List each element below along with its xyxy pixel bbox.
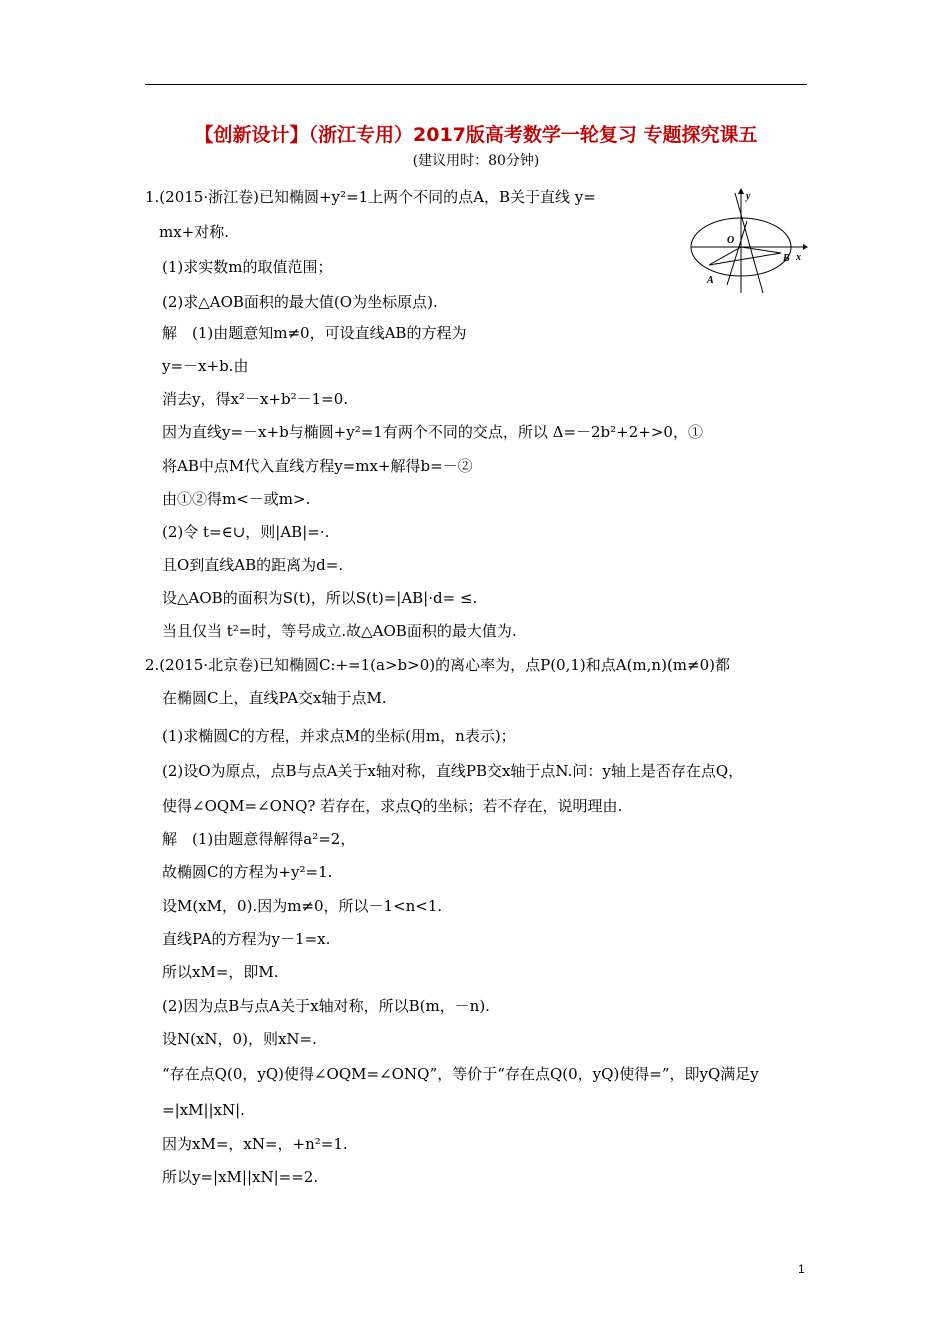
text-line: 设N(xN，0)，则xN=. [162,1030,317,1048]
text-line: “存在点Q(0，yQ)使得∠OQM=∠ONQ”，等价于“存在点Q(0，yQ)使得=”，即yQ满足y [162,1065,759,1083]
text-line: 且O到直线AB的距离为d=. [162,556,344,574]
x-axis-arrow [803,244,808,250]
text-line: 1.(2015·浙江卷)已知椭圆+y²=1上两个不同的点A，B关于直线 y= [145,188,596,206]
segment-ob [741,247,781,253]
text-line: 当且仅当 t²=时，等号成立.故△AOB面积的最大值为. [162,622,517,640]
label-x: x [796,252,801,263]
text-line: y=－x+b.由 [162,357,249,375]
text-line: =|xM||xN|. [162,1101,245,1119]
label-b: B [783,253,790,264]
header-rule [145,84,807,85]
text-line: (1)求椭圆C的方程，并求点M的坐标(用m，n表示)； [162,727,516,745]
label-a: A [707,275,714,286]
document-title: 【创新设计】（浙江专用）2017版高考数学一轮复习 专题探究课五 [194,124,758,146]
suggested-time: (建议用时：80分钟) [412,153,540,169]
text-line: 所以y=|xM||xN|==2. [162,1168,319,1186]
text-line: 直线PA的方程为y－1=x. [162,930,331,948]
text-line: 将AB中点M代入直线方程y=mx+解得b=－② [162,457,473,475]
text-line: 因为xM=，xN=，+n²=1. [162,1135,348,1153]
text-line: 解 (1)由题意得解得a²=2， [162,830,356,848]
label-o: O [727,235,735,246]
text-line: 2.(2015·北京卷)已知椭圆C:+=1(a>b>0)的离心率为，点P(0,1)和点A(m,n)(m≠0)都 [145,656,730,674]
label-y: y [746,191,751,202]
text-line: 设△AOB的面积为S(t)，所以S(t)=|AB|·d= ≤. [162,589,478,607]
text-line: 设M(xM，0).因为m≠0，所以－1<n<1. [162,897,443,915]
page-number: 1 [798,1262,805,1276]
text-line: 故椭圆C的方程为+y²=1. [162,863,333,881]
text-line: 解 (1)由题意知m≠0，可设直线AB的方程为 [162,324,467,342]
text-line: 所以xM=，即M. [162,963,279,981]
text-line: 因为直线y=－x+b与椭圆+y²=1有两个不同的交点，所以 Δ=－2b²+2+>0，① [162,423,703,441]
text-line: 由①②得m<－或m>. [162,490,311,508]
text-line: 消去y，得x²－x+b²－1=0. [162,390,349,408]
text-line: (2)求△AOB面积的最大值(O为坐标原点). [162,293,438,311]
text-line: mx+对称. [159,223,230,241]
text-line: (2)设O为原点，点B与点A关于x轴对称，直线PB交x轴于点N.问：y轴上是否存在点Q， [162,762,744,780]
text-line: 使得∠OQM=∠ONQ? 若存在，求点Q的坐标；若不存在，说明理由. [162,797,623,815]
line-l [735,193,763,293]
text-line: (2)令 t=∈∪，则|AB|=·. [162,523,330,541]
y-axis-arrow [738,188,744,194]
ellipse-figure [683,185,808,297]
text-line: 在椭圆C上，直线PA交x轴于点M. [162,689,387,707]
text-line: (2)因为点B与点A关于x轴对称，所以B(m，－n). [162,997,490,1015]
text-line: (1)求实数m的取值范围； [162,258,333,276]
